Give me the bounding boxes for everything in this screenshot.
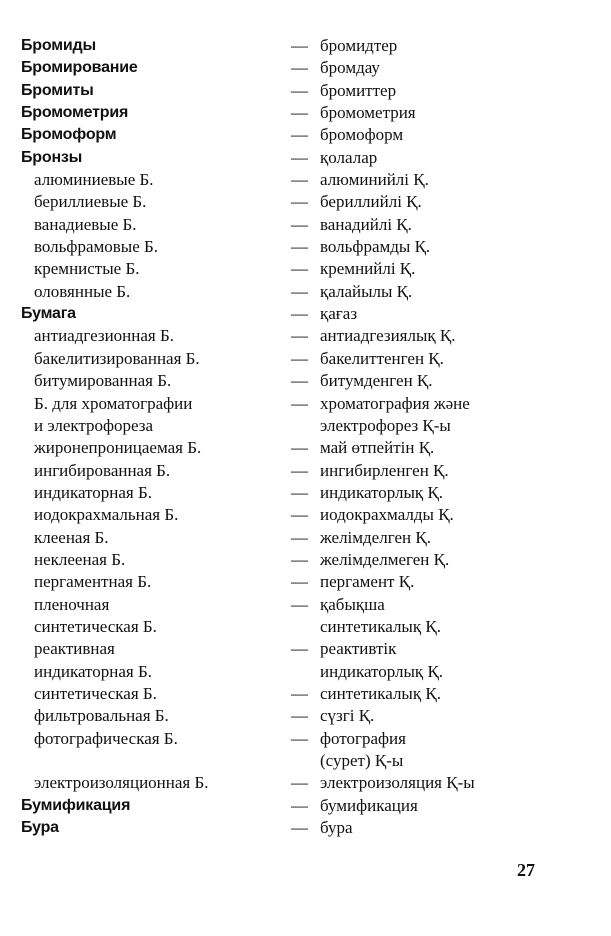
translation-kazakh: иодокрахмалды Қ.	[320, 505, 454, 525]
subentry-row	[21, 415, 581, 437]
translation-kazakh: бромидтер	[320, 36, 398, 55]
headword-russian: Бромиты	[21, 81, 94, 99]
entry-list	[21, 35, 581, 839]
dash-separator: —	[291, 214, 308, 234]
subentry-row	[21, 527, 581, 549]
translation-kazakh: синтетикалық Қ.	[320, 616, 441, 636]
translation-kazakh: реактивтік	[320, 639, 397, 659]
subentry-russian: неклееная Б.	[34, 549, 126, 569]
headword-row	[21, 795, 581, 817]
subentry-russian: индикаторная Б.	[34, 661, 152, 681]
translation-kazakh: ингибирленген Қ.	[320, 460, 449, 480]
subentry-russian: индикаторная Б.	[34, 482, 152, 502]
dash-separator: —	[291, 639, 308, 659]
translation-kazakh: индикаторлық Қ.	[320, 482, 444, 502]
translation-kazakh: хроматография және	[320, 393, 470, 413]
translation-kazakh: алюминийлі Қ.	[320, 170, 429, 190]
subentry-russian: клееная Б.	[34, 527, 109, 547]
subentry-russian: бериллиевые Б.	[34, 192, 147, 212]
dash-separator: —	[291, 348, 308, 368]
dash-separator: —	[291, 818, 308, 838]
dash-separator: —	[291, 460, 308, 480]
subentry-russian: вольфрамовые Б.	[34, 237, 158, 257]
subentry-russian: кремнистые Б.	[34, 259, 140, 279]
dash-separator: —	[291, 147, 308, 167]
dash-separator: —	[291, 594, 308, 614]
translation-kazakh: ванадийлі Қ.	[320, 214, 412, 234]
dash-separator: —	[291, 259, 308, 279]
subentry-row	[21, 348, 581, 370]
headword-row	[21, 35, 581, 57]
subentry-row	[21, 616, 581, 638]
dash-separator: —	[291, 326, 308, 346]
subentry-russian: синтетическая Б.	[34, 683, 157, 703]
subentry-russian: синтетическая Б.	[34, 616, 157, 636]
subentry-row	[21, 482, 581, 504]
headword-row	[21, 303, 581, 325]
translation-kazakh: қолалар	[320, 147, 378, 167]
subentry-russian: оловянные Б.	[34, 281, 131, 301]
dash-separator: —	[291, 371, 308, 391]
subentry-russian: антиадгезионная Б.	[34, 326, 175, 346]
dash-separator: —	[291, 482, 308, 502]
subentry-row	[21, 325, 581, 347]
translation-kazakh: (сурет) Қ-ы	[320, 751, 404, 770]
translation-kazakh: бумификация	[320, 795, 418, 815]
dash-separator: —	[291, 393, 308, 413]
subentry-russian: электроизоляционная Б.	[34, 773, 209, 793]
headword-russian: Бумага	[21, 305, 76, 323]
dash-separator: —	[291, 36, 308, 55]
headword-russian: Бумификация	[21, 796, 131, 814]
headword-russian: Бромоформ	[21, 126, 117, 144]
subentry-row	[21, 370, 581, 392]
subentry-row	[21, 214, 581, 236]
subentry-russian: битумированная Б.	[34, 371, 172, 391]
translation-kazakh: бромиттер	[320, 80, 397, 100]
dash-separator: —	[291, 773, 308, 793]
subentry-row	[21, 594, 581, 616]
translation-kazakh: синтетикалық Қ.	[320, 683, 441, 703]
headword-russian: Бронзы	[21, 148, 83, 166]
translation-kazakh: бериллийлі Қ.	[320, 192, 422, 212]
subentry-row	[21, 460, 581, 482]
headword-russian: Бура	[21, 819, 59, 837]
headword-row	[21, 80, 581, 102]
subentry-row	[21, 772, 581, 794]
translation-kazakh: бромдау	[320, 58, 380, 78]
dash-separator: —	[291, 281, 308, 301]
subentry-russian: реактивная	[34, 639, 115, 659]
subentry-russian: ингибированная Б.	[34, 460, 171, 480]
subentry-russian: и электрофореза	[34, 415, 154, 435]
subentry-row	[21, 437, 581, 459]
subentry-row	[21, 169, 581, 191]
subentry-row	[21, 683, 581, 705]
translation-kazakh: пергамент Қ.	[320, 572, 415, 592]
dash-separator: —	[291, 683, 308, 703]
dash-separator: —	[291, 170, 308, 190]
translation-kazakh: желімделген Қ.	[320, 527, 431, 547]
translation-kazakh: вольфрамды Қ.	[320, 237, 431, 257]
translation-kazakh: кремнийлі Қ.	[320, 259, 416, 279]
translation-kazakh: бакелиттенген Қ.	[320, 348, 444, 368]
translation-kazakh: битумденген Қ.	[320, 371, 433, 391]
dash-separator: —	[291, 549, 308, 569]
dash-separator: —	[291, 304, 308, 324]
dash-separator: —	[291, 728, 308, 748]
dash-separator: —	[291, 237, 308, 257]
subentry-row	[21, 549, 581, 571]
dash-separator: —	[291, 58, 308, 78]
subentry-russian: ванадиевые Б.	[34, 214, 137, 234]
translation-kazakh: қабықша	[320, 594, 385, 614]
subentry-russian: пленочная	[34, 594, 110, 614]
subentry-russian: фотографическая Б.	[34, 728, 178, 748]
headword-row	[21, 817, 581, 839]
translation-kazakh: сүзгі Қ.	[320, 706, 375, 726]
subentry-row	[21, 281, 581, 303]
subentry-row	[21, 393, 581, 415]
translation-kazakh: желімделмеген Қ.	[320, 549, 450, 569]
translation-kazakh: электрофорез Қ-ы	[320, 415, 451, 435]
subentry-row	[21, 571, 581, 593]
subentry-russian: Б. для хроматографии	[34, 393, 193, 413]
headword-row	[21, 124, 581, 146]
subentry-row	[21, 705, 581, 727]
translation-kazakh: электроизоляция Қ-ы	[320, 773, 475, 793]
subentry-row	[21, 191, 581, 213]
translation-kazakh: индикаторлық Қ.	[320, 661, 444, 681]
dash-separator: —	[291, 125, 308, 145]
translation-kazakh: фотография	[320, 728, 406, 748]
subentry-row	[21, 728, 581, 750]
headword-row	[21, 57, 581, 79]
dash-separator: —	[291, 438, 308, 458]
translation-kazakh: бура	[320, 818, 353, 838]
subentry-row	[21, 750, 581, 772]
headword-row	[21, 147, 581, 169]
dash-separator: —	[291, 572, 308, 592]
subentry-russian: пергаментная Б.	[34, 572, 152, 592]
subentry-row	[21, 661, 581, 683]
subentry-row	[21, 236, 581, 258]
subentry-russian: алюминиевые Б.	[34, 170, 154, 190]
headword-russian: Бромирование	[21, 59, 138, 77]
subentry-row	[21, 504, 581, 526]
subentry-russian: фильтровальная Б.	[34, 706, 169, 726]
translation-kazakh: қағаз	[320, 304, 358, 324]
subentry-russian: иодокрахмальная Б.	[34, 505, 179, 525]
translation-kazakh: бромоформ	[320, 125, 404, 145]
page-number: 27	[517, 860, 535, 880]
translation-kazakh: май өтпейтін Қ.	[320, 438, 435, 458]
headword-russian: Бромиды	[21, 37, 96, 54]
subentry-row	[21, 258, 581, 280]
subentry-russian: бакелитизированная Б.	[34, 348, 200, 368]
dash-separator: —	[291, 706, 308, 726]
dash-separator: —	[291, 505, 308, 525]
headword-row	[21, 102, 581, 124]
headword-russian: Бромометрия	[21, 104, 129, 122]
dash-separator: —	[291, 527, 308, 547]
translation-kazakh: антиадгезиялық Қ.	[320, 326, 456, 346]
dash-separator: —	[291, 795, 308, 815]
translation-kazakh: бромометрия	[320, 103, 416, 123]
subentry-russian: жиронепроницаемая Б.	[34, 438, 202, 458]
translation-kazakh: қалайылы Қ.	[320, 281, 413, 301]
dash-separator: —	[291, 103, 308, 123]
subentry-row	[21, 638, 581, 660]
dash-separator: —	[291, 192, 308, 212]
dash-separator: —	[291, 80, 308, 100]
